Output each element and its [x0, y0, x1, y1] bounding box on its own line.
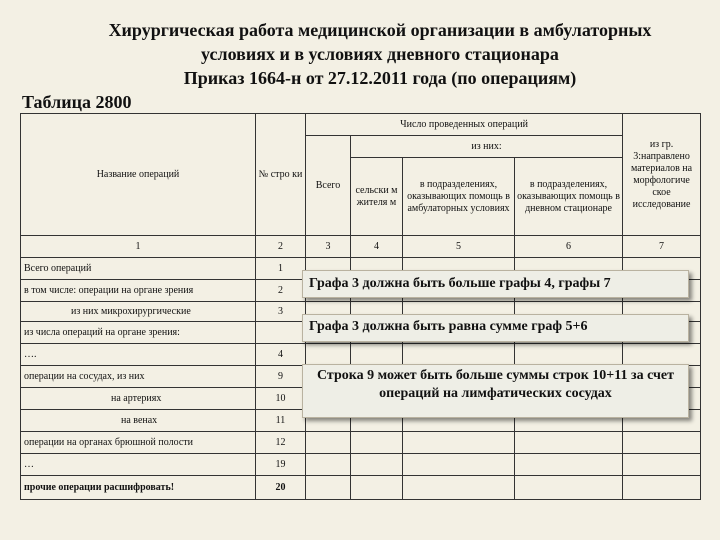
row-name: …. [21, 344, 256, 366]
col-number: 1 [21, 236, 256, 258]
col-number: 6 [515, 236, 623, 258]
header-name: Название операций [21, 114, 256, 236]
row-num: 10 [256, 388, 306, 410]
row-name: из них микрохирургические [21, 302, 256, 322]
document-title [40, 18, 720, 90]
table-label: Таблица 2800 [22, 92, 132, 112]
row-num: 1 [256, 258, 306, 280]
row-name: … [21, 454, 256, 476]
header-total: Всего [306, 136, 351, 236]
row-name: в том числе: операции на органе зрения [21, 280, 256, 302]
row-name: Всего операций [21, 258, 256, 280]
operations-table [20, 113, 701, 500]
row-name: операции на органах брюшной полости [21, 432, 256, 454]
header-rural: сельски м жителя м [351, 158, 403, 236]
title-line-2: условиях и в условиях дневного стационара [201, 44, 559, 64]
col-number: 4 [351, 236, 403, 258]
header-row-no: № стро ки [256, 114, 306, 236]
col-number: 3 [306, 236, 351, 258]
row-num: 9 [256, 366, 306, 388]
row-num: 2 [256, 280, 306, 302]
header-count-ops: Число проведенных операций [306, 114, 623, 136]
table-row [21, 476, 701, 500]
col-number: 7 [623, 236, 701, 258]
header-of-them: из них: [351, 136, 623, 158]
table-row [21, 454, 701, 476]
header-ambulatory: в подразделениях, оказывающих помощь в амбулаторных условиях [403, 158, 515, 236]
header-morph: из гр. 3:направлено материалов на морфологиче ское исследование [623, 114, 701, 236]
row-num: 19 [256, 454, 306, 476]
row-num: 20 [256, 476, 306, 500]
row-name: на венах [21, 410, 256, 432]
row-name: операции на сосудах, из них [21, 366, 256, 388]
col-number: 5 [403, 236, 515, 258]
row-num: 12 [256, 432, 306, 454]
title-line-1: Хирургическая работа медицинской организации в амбулаторных [108, 20, 652, 40]
col-number: 2 [256, 236, 306, 258]
header-day-hospital: в подразделениях, оказывающих помощь в дневном стационаре [515, 158, 623, 236]
row-name: из числа операций на органе зрения: [21, 322, 256, 344]
title-line-3: Приказ 1664-н от 27.12.2011 года (по операциям) [183, 68, 577, 88]
validation-note-2: Графа 3 должна быть равна сумме граф 5+6 [302, 314, 689, 342]
row-name: на артериях [21, 388, 256, 410]
row-num [256, 322, 306, 344]
column-numbers-row [21, 236, 701, 258]
validation-note-1: Графа 3 должна быть больше графы 4, графы 7 [302, 270, 689, 298]
row-num: 11 [256, 410, 306, 432]
table-row [21, 344, 701, 366]
row-num: 4 [256, 344, 306, 366]
validation-note-3: Строка 9 может быть больше суммы строк 10+11 за счет операций на лимфатических сосудах [302, 364, 689, 418]
row-num: 3 [256, 302, 306, 322]
row-name: прочие операции расшифровать! [21, 476, 256, 500]
table-row [21, 432, 701, 454]
